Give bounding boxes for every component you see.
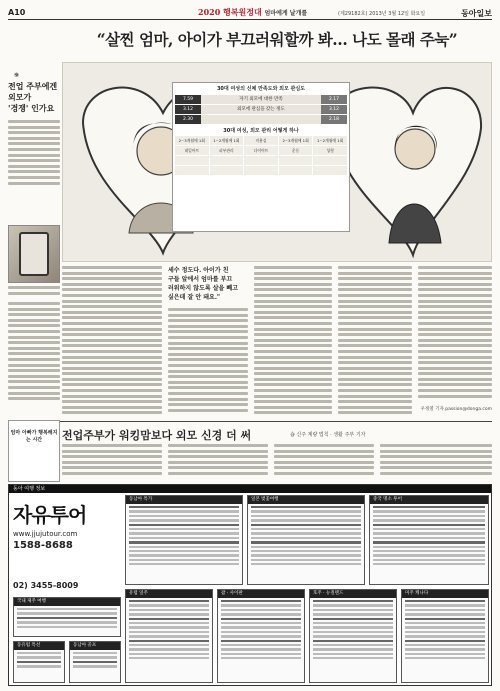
ad-brand-box[interactable] [13, 499, 121, 563]
text-column [62, 266, 162, 418]
sub-byline: 숍 신주 계량 법칙 · 생활 주부 기자 [290, 432, 366, 438]
section-divider [8, 421, 492, 422]
text-column [254, 266, 332, 418]
brand-phone: 1588-8688 [13, 540, 73, 551]
article-byline: 우정열 기자 passion@donga.com [420, 407, 492, 412]
table-subtitle: 30대 여성, 외모 관리 어떻게 하나 [223, 128, 299, 134]
ad-grid [125, 495, 489, 683]
ad-block[interactable]: 일본 벚꽃여행 [247, 495, 365, 585]
survey-table [172, 82, 350, 232]
brand-url[interactable]: www.jjujutour.com [13, 530, 78, 538]
care-grid: 2~3개월에 1회 1~2개월에 1회 미용실 2~3개월에 1회 1~2개월에 1회 네일아트 피부관리 다이어트 운동 성형 [175, 136, 347, 175]
ad-block[interactable]: 동남아 골프 [69, 641, 121, 683]
text-column [418, 266, 492, 418]
ad-block[interactable]: 중국 명소 투어 [369, 495, 489, 585]
brand-ad-lower[interactable] [13, 597, 121, 683]
series-title: 2020 행복원정대 엄마에게 날개를 [198, 7, 308, 17]
issue-info: (제29182호) 2013년 3월 12일 화요일 [338, 11, 426, 17]
sub-article-body [62, 444, 492, 480]
side-column [8, 72, 60, 192]
stat-row: 7.59 자기 외모에 대한 만족 2.17 [175, 95, 347, 104]
sub-headline: 전업주부가 워킹맘보다 외모 신경 더 써 [62, 429, 252, 442]
photo-caption [8, 286, 60, 297]
brand-logo: 자유투어 [13, 503, 87, 527]
side-ad[interactable]: 엄마 아빠가 행복해지는 시간 [8, 420, 60, 482]
smartphone-photo [8, 225, 60, 283]
stat-row: 3.12 외모에 관심을 갖는 정도 3.12 [175, 105, 347, 114]
series-number: ⑨ [14, 72, 20, 79]
article-body [62, 266, 492, 418]
ad-block[interactable]: 동유럽 특선 [13, 641, 65, 683]
table-title: 30대 여성의 신체 만족도와 외모 관심도 [216, 86, 306, 92]
phone-icon [19, 232, 49, 276]
page-header [8, 6, 492, 20]
paper-name: 동아일보 [461, 8, 492, 18]
ad-block[interactable]: 동남아 특가 [125, 495, 243, 585]
side-title: 전업 주부에겐 외모가 '경쟁' 인가요 [8, 81, 58, 113]
side-body-text-2 [8, 302, 60, 414]
brand-phone-2: 02) 3455-8009 [13, 581, 79, 590]
ad-block[interactable]: 호주 · 뉴질랜드 [309, 589, 397, 683]
ad-top-bar: 동아 여행 정보 [9, 485, 491, 493]
page-number: A10 [8, 8, 26, 17]
ad-block[interactable]: 미주 캐나다 [401, 589, 489, 683]
pull-quote: 세수 정도다. 아이가 친 구들 앞에서 엄마를 부끄 러워하지 않도록 살을 빼고 싶은데 잘 안 돼요." [168, 266, 248, 418]
stat-row: 2.30 2.18 [175, 115, 347, 124]
ad-block[interactable]: 유럽 일주 [125, 589, 213, 683]
text-column [338, 266, 412, 418]
main-headline: “살찐 엄마, 아이가 부끄러워할까 봐… 나도 몰래 주눅” [96, 30, 458, 49]
ad-block[interactable]: 괌 · 사이판 [217, 589, 305, 683]
travel-ad-section[interactable] [8, 484, 492, 686]
side-body-text [8, 120, 60, 192]
ad-block[interactable]: 국내 제주 여행 [13, 597, 121, 637]
slim-woman-face [395, 129, 435, 169]
